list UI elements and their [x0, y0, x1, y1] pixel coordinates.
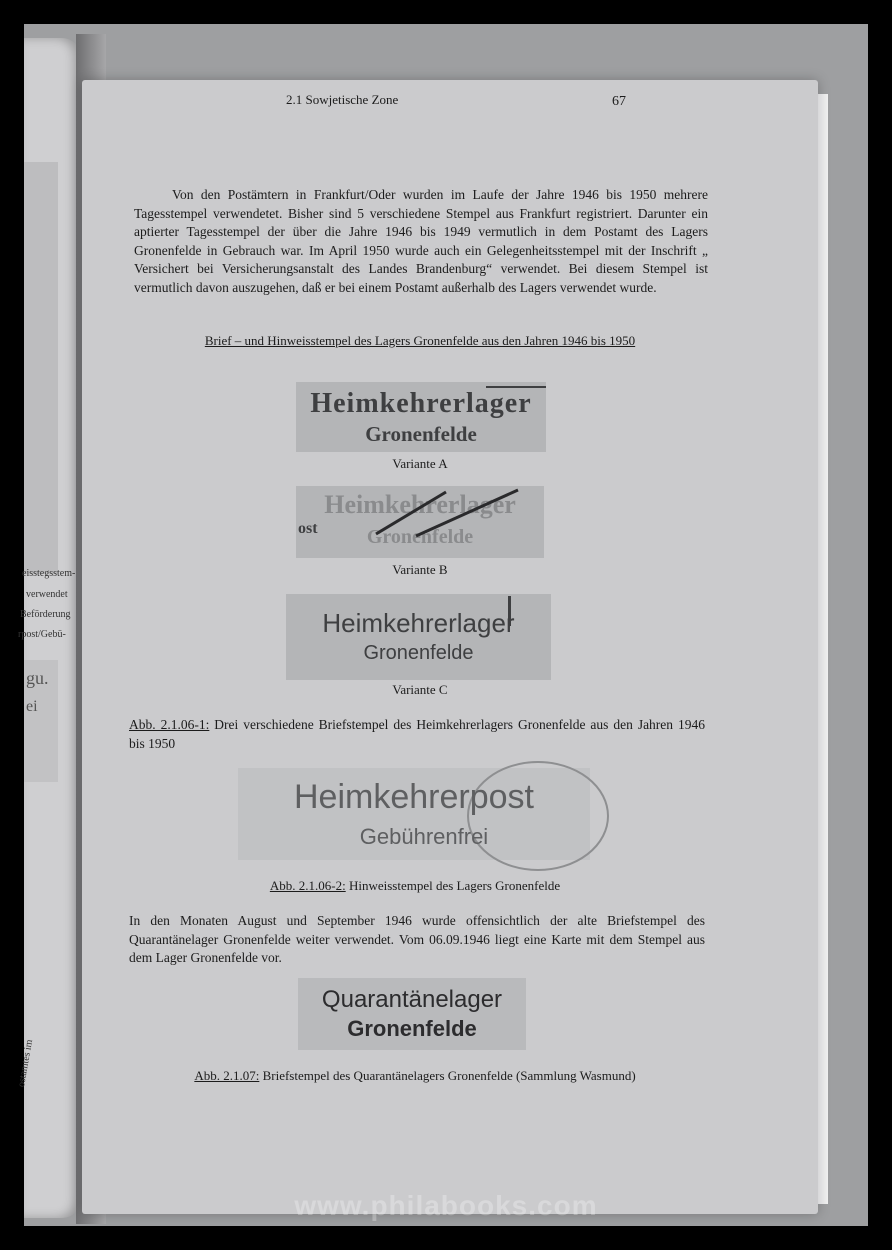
stamp-variant-a [296, 382, 546, 452]
stamp-line-1: Heimkehrerlager [310, 388, 532, 419]
second-paragraph: In den Monaten August und September 1946 wurde offensichtlich der alte Briefstempel des Quarantänelager Gronenfelde weiter verwendet. Vom 06.09.1946 liegt eine Karte mit dem Stempel aus dem Lager Gronenfelde vor. [129, 913, 705, 966]
stamp-line-1: Heimkehrerlager [322, 608, 515, 638]
caption-text: Briefstempel des Quarantänelagers Gronenfelde (Sammlung Wasmund) [259, 1068, 636, 1083]
figure-caption-1 [129, 716, 705, 753]
left-page-fragment: ei [26, 698, 38, 715]
variant-c-label: Variante C [392, 682, 448, 697]
intro-paragraph: Von den Postämtern in Frankfurt/Oder wurden im Laufe der Jahre 1946 bis 1950 mehrere Tagesstempel verwendetet. Bisher sind 5 verschiedene Stempel aus Frankfurt registriert. Darunter ein aptierter Tagesstempel der über die Jahre 1946 bis 1949 vermutlich in dem Postamt des Lagers Gronenfelde in Gebrauch war. Im April 1950 wurde auch ein Gelegenheitsstempel mit der Inschrift „ Versichert bei Versicherungsanstalt des Landes Brandenburg“ verwendet. Bei diesem Stempel ist vermutlich davon auszugehen, daß er bei einem Postamt außerhalb des Lagers verwendet wurde. [134, 187, 708, 295]
stamp-line-2: Gronenfelde [365, 422, 477, 446]
stamp-variant-c [286, 594, 551, 680]
left-page-fragment: Beförderung [20, 609, 71, 620]
stamp-line-2: Gebührenfrei [359, 824, 489, 849]
stamp-line-2: Gronenfelde [347, 1016, 477, 1041]
figure-caption-3 [140, 1068, 690, 1084]
left-page-fragment: rpost/Gebü- [18, 629, 66, 640]
stamp-quarantaene [298, 978, 526, 1050]
watermark: www.philabooks.com [294, 1190, 598, 1221]
stamp-line-1: Quarantänelager [321, 986, 503, 1013]
figure-ref: Abb. 2.1.06-2: [269, 878, 346, 893]
left-page-fragment: gu. [26, 668, 49, 688]
left-page [16, 38, 80, 1218]
left-page-image [24, 162, 58, 574]
caption-text: Hinweisstempel des Lagers Gronenfelde [345, 878, 561, 893]
page-number: 67 [612, 94, 626, 109]
figure-caption-2 [230, 878, 600, 894]
left-page-fragment: ostamtes im [16, 1038, 36, 1088]
cancellation-strokes [296, 486, 544, 558]
stamp-line-1: Heimkehrerlager [324, 490, 516, 519]
stamp-line-2: Gronenfelde [366, 526, 474, 548]
stamp-line-2: Gronenfelde [363, 642, 474, 664]
left-page-fragment: verwendet [26, 589, 68, 600]
stamp-prefix: ost [298, 520, 318, 537]
figure-ref: Abb. 2.1.06-1: [129, 717, 210, 732]
left-page-fragment: eisstegsstem- [22, 568, 76, 579]
variant-b-label: Variante B [392, 562, 448, 577]
stamp-variant-b [296, 486, 544, 558]
running-header: 2.1 Sowjetische Zone [286, 92, 399, 107]
figure-ref: Abb. 2.1.07: [194, 1068, 260, 1083]
page-edges [818, 94, 828, 1204]
caption-text: Drei verschiedene Briefstempel des Heimkehrerlagers Gronenfelde aus den Jahren 1946 bis 1950 [129, 717, 706, 751]
stamp-line-1: Heimkehrerpost [294, 778, 534, 816]
stamp-hinweis [238, 768, 590, 860]
section-heading: Brief – und Hinweisstempel des Lagers Gronenfelde aus den Jahren 1946 bis 1950 [204, 333, 636, 348]
variant-a-label: Variante A [392, 456, 448, 471]
